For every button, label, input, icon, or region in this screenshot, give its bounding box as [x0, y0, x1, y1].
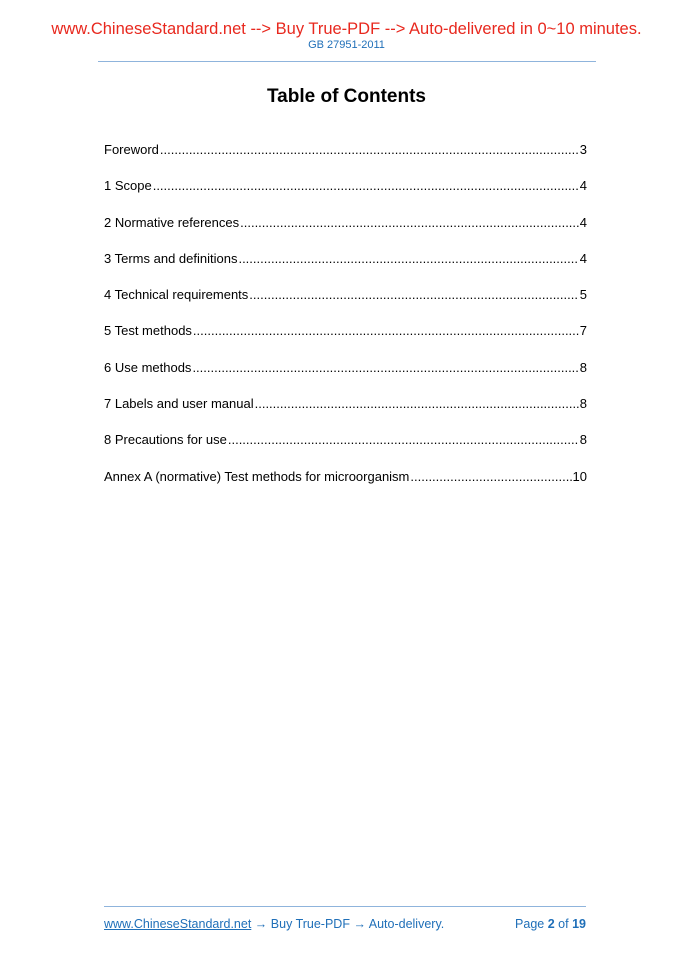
header-divider [98, 61, 596, 62]
table-of-contents [104, 142, 587, 505]
toc-entry-page: 10 [572, 468, 587, 484]
toc-entry-label: 5 Test methods [104, 323, 192, 339]
page-word: Page [515, 917, 545, 931]
toc-entry-page: 8 [579, 396, 587, 412]
toc-leader-dots [153, 178, 579, 194]
toc-entry-page: 4 [579, 250, 587, 266]
toc-entry-label: 3 Terms and definitions [104, 250, 238, 266]
toc-leader-dots [192, 360, 578, 376]
arrow-right-icon: → [254, 917, 268, 931]
toc-leader-dots [249, 287, 578, 303]
toc-leader-dots [255, 396, 579, 412]
toc-entry-test-methods[interactable] [104, 323, 587, 359]
toc-entry-label: 6 Use methods [104, 359, 192, 375]
toc-entry-label: 7 Labels and user manual [104, 396, 254, 412]
toc-leader-dots [193, 323, 579, 339]
toc-entry-labels-and-user-manual[interactable] [104, 396, 587, 432]
toc-entry-annex-a[interactable] [104, 469, 587, 505]
toc-entry-page: 7 [579, 323, 587, 339]
footer-promo [104, 915, 444, 933]
toc-entry-normative-references[interactable] [104, 215, 587, 251]
toc-entry-use-methods[interactable] [104, 360, 587, 396]
toc-entry-label: 4 Technical requirements [104, 287, 249, 303]
page-title: Table of Contents [266, 86, 427, 107]
of-word: of [558, 917, 569, 931]
toc-leader-dots [410, 469, 571, 485]
toc-leader-dots [228, 432, 579, 448]
toc-entry-technical-requirements[interactable] [104, 287, 587, 323]
footer-buy-text: Buy True-PDF [270, 917, 350, 931]
toc-entry-page: 8 [579, 432, 587, 448]
toc-entry-label: Annex A (normative) Test methods for microorganism [104, 468, 410, 484]
toc-leader-dots [238, 251, 578, 267]
toc-entry-page: 8 [579, 359, 587, 375]
page-indicator [515, 915, 586, 933]
toc-entry-label: 1 Scope [104, 178, 152, 194]
current-page-number: 2 [547, 917, 555, 931]
footer-divider [104, 906, 586, 907]
toc-leader-dots [160, 142, 579, 158]
arrow-right-icon: → [353, 917, 366, 931]
toc-entry-scope[interactable] [104, 178, 587, 214]
document-number: GB 27951-2011 [308, 39, 385, 51]
toc-entry-terms-and-definitions[interactable] [104, 251, 587, 287]
toc-entry-foreword[interactable] [104, 142, 587, 178]
toc-entry-page: 4 [579, 178, 587, 194]
toc-entry-label: Foreword [104, 142, 159, 157]
top-banner[interactable]: www.ChineseStandard.net --> Buy True-PDF --> Auto-delivered in 0~10 minutes. [51, 20, 642, 38]
toc-entry-page: 3 [579, 142, 587, 157]
footer-delivery-text: Auto-delivery. [368, 917, 445, 931]
toc-entry-page: 4 [579, 214, 587, 230]
toc-entry-page: 5 [579, 287, 587, 303]
toc-leader-dots [240, 215, 579, 231]
toc-entry-label: 2 Normative references [104, 214, 240, 230]
toc-entry-precautions-for-use[interactable] [104, 432, 587, 468]
footer-site-link[interactable]: www.ChineseStandard.net [104, 917, 252, 931]
total-page-count: 19 [572, 917, 586, 931]
page-footer [104, 915, 586, 933]
toc-entry-label: 8 Precautions for use [104, 432, 227, 448]
